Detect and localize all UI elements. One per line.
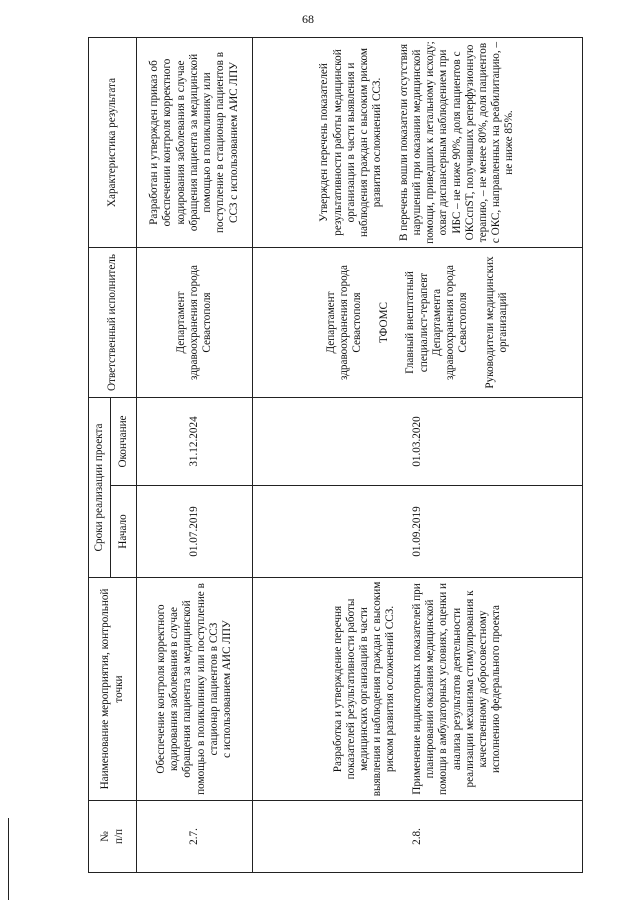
row-responsible: Департамент здравоохранения города Севастополя bbox=[137, 248, 253, 398]
row-end-date: 31.12.2024 bbox=[137, 398, 253, 486]
header-result: Характеристика результата bbox=[89, 38, 137, 248]
row-start-date: 01.09.2019 bbox=[253, 486, 583, 578]
header-dates: Сроки реализации проекта bbox=[89, 398, 111, 578]
table-row bbox=[137, 38, 253, 873]
project-table bbox=[88, 37, 583, 873]
row-result: Разработан и утвержден приказ об обеспечении контроля корректного кодирования заболевания в случае обращения пациента за медицинской помощью в поликлинику или поступление в стационар пациентов в ССЗ с использованием АИС ЛПУ bbox=[137, 38, 253, 248]
page-number: 68 bbox=[302, 12, 314, 26]
row-number: 2.8. bbox=[253, 801, 583, 873]
table-row bbox=[253, 38, 583, 873]
row-name: Обеспечение контроля корректного кодирования заболевания в случае обращения пациента за медицинской помощью в поликлинику или поступление в стационар пациентов в ССЗ с использованием АИС ЛПУ bbox=[137, 578, 253, 801]
margin-line bbox=[8, 818, 9, 900]
row-start-date: 01.07.2019 bbox=[137, 486, 253, 578]
row-name: Разработка и утверждение перечня показателей результативности работы медицинских организаций в части выявления и наблюдения граждан с высоким риском развития осложнений ССЗ. Применение индикаторных показателей при планировании оказания медицинской помощи в амбулаторных условиях, оценки и анализа результатов деятельности реализации механизма стимулирования к качественному добросовестному исполнению федерального проекта bbox=[253, 578, 583, 801]
row-result: Утвержден перечень показателей результативности работы медицинской организации в части выявления и наблюдения граждан с высоким риском развития осложнений ССЗ. В перечень вошли показатели отсутствия нарушений при оказании медицинской помощи, приведших к летальному исходу; охват диспансерным наблюдением при ИБС – не ниже 90%, доля пациентов с ОКСспST, получивших реперфузионную терапию, – не менее 80%, доля пациентов с ОКС, направленных на реабилитацию, – не ниже 85%. bbox=[253, 38, 583, 248]
header-num: № п/п bbox=[89, 801, 137, 873]
row-responsible: Департамент здравоохранения города Севастополя ТФОМС Главный внештатный специалист-терапевт Департамента здравоохранения города Севастополя Руководители медицинских организаций bbox=[253, 248, 583, 398]
header-end: Окончание bbox=[111, 398, 137, 486]
header-name: Наименование мероприятия, контрольной точки bbox=[89, 578, 137, 801]
row-end-date: 01.03.2020 bbox=[253, 398, 583, 486]
header-start: Начало bbox=[111, 486, 137, 578]
rotated-table-container bbox=[88, 38, 583, 873]
row-number: 2.7. bbox=[137, 801, 253, 873]
header-responsible: Ответственный исполнитель bbox=[89, 248, 137, 398]
